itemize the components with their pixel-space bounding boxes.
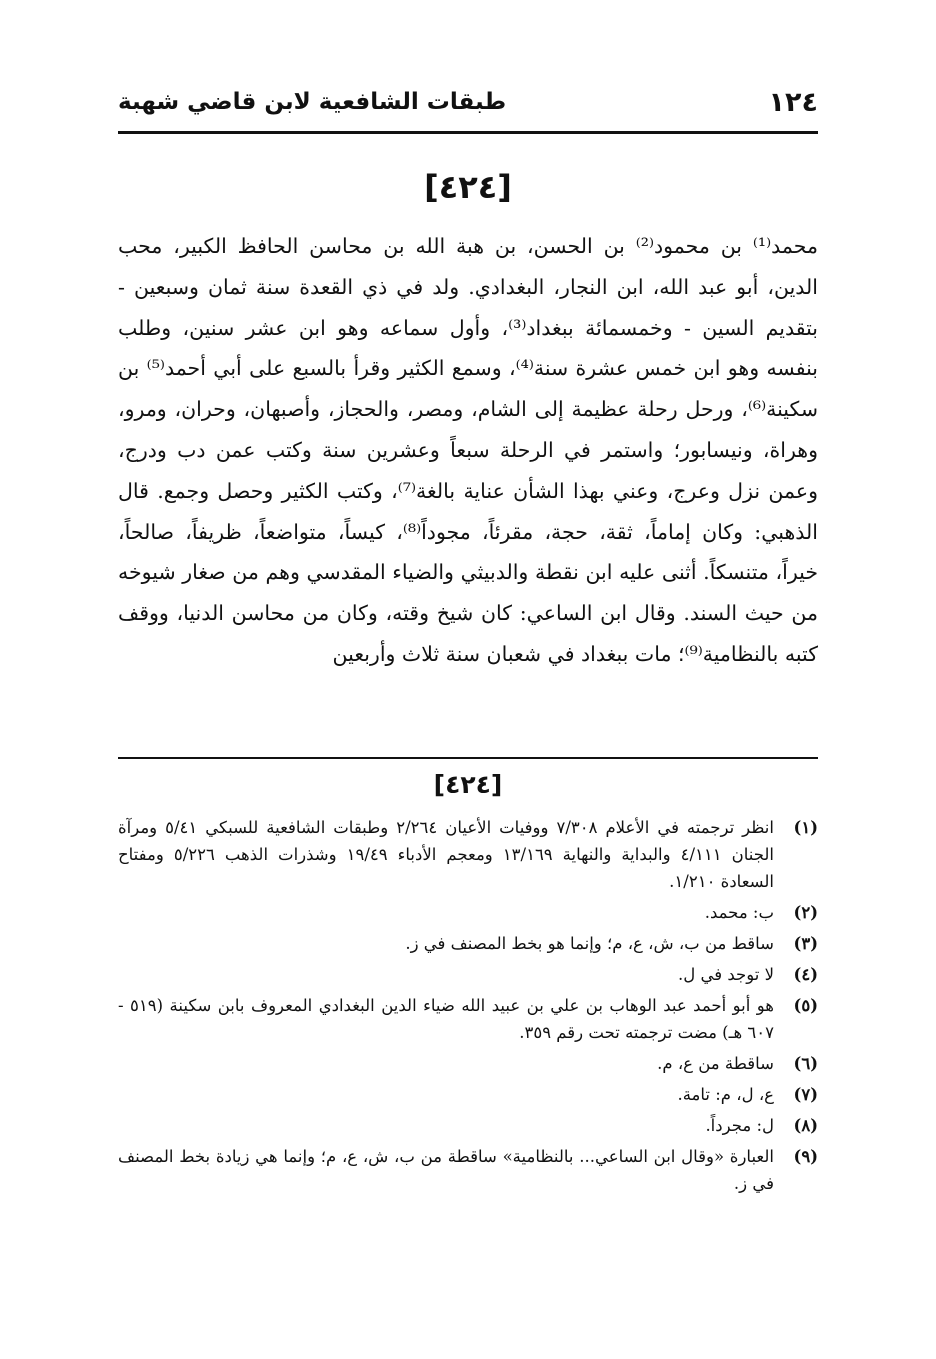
footnote (118, 814, 818, 895)
header-rule (118, 131, 818, 134)
footnote (118, 1050, 818, 1077)
footnote-text: ساقطة من ع، م. (657, 1054, 774, 1073)
footnote (118, 1112, 818, 1139)
footnote (118, 961, 818, 988)
footnote-text: هو أبو أحمد عبد الوهاب بن علي بن عبيد الله ضياء الدين البغدادي المعروف بابن سكينة (٥١٩ - ٦٠٧ هـ) مضت ترجمته تحت رقم ٣٥٩. (118, 996, 774, 1042)
footnote (118, 899, 818, 926)
footnote-number: (٨) (793, 1116, 818, 1135)
footnote-number: (٧) (793, 1085, 818, 1104)
footnote-text: العبارة «وقال ابن الساعي... بالنظامية» ساقطة من ب، ش، ع، م؛ وإنما هي زيادة بخط المصنف في ز. (118, 1147, 774, 1193)
biography-text (118, 226, 818, 675)
entry-number: [٤٢٤] (424, 168, 512, 206)
page-header (118, 82, 818, 122)
footnote-text: ساقط من ب، ش، ع، م؛ وإنما هو بخط المصنف في ز. (405, 934, 774, 953)
footnote-text: ل: مجرداً. (705, 1116, 774, 1135)
page-number: ١٢٤ (768, 86, 818, 118)
footnote (118, 930, 818, 957)
footnote-text: انظر ترجمته في الأعلام ٧/٣٠٨ ووفيات الأعيان ٢/٢٦٤ وطبقات الشافعية للسبكي ٥/٤١ ومرآة الجنان ٤/١١١ والبداية والنهاية ١٣/١٦٩ ومعجم الأدباء ١٩/٤٩ وشذرات الذهب ٥/٢٢٦ ومفتاح السعادة ١/٢١٠. (118, 818, 775, 891)
footnote-number: (٤) (793, 965, 818, 984)
footnote-text: لا توجد في ل. (678, 965, 774, 984)
footnotes-list (118, 814, 818, 1201)
footnote (118, 992, 818, 1046)
footnote (118, 1143, 818, 1197)
footnote-number: (٦) (793, 1054, 818, 1073)
footnote-heading: [٤٢٤] (433, 770, 503, 799)
footnote (118, 1081, 818, 1108)
footnote-text: ب: محمد. (704, 903, 774, 922)
footnote-number: (٢) (793, 903, 818, 922)
footnote-text: ع، ل، م: تامة. (677, 1085, 774, 1104)
footnote-number: (٩) (793, 1147, 818, 1166)
footnote-number: (١) (793, 818, 818, 837)
running-title: طبقات الشافعية لابن قاضي شهبة (118, 89, 507, 115)
footnote-number: (٣) (793, 934, 818, 953)
footnote-number: (٥) (793, 996, 818, 1015)
footnote-rule (118, 757, 818, 759)
biography-paragraph: محمد⁽¹⁾ بن محمود⁽²⁾ بن الحسن، بن هبة الله بن محاسن الحافظ الكبير، محب الدين، أبو عبد الله، ابن النجار، البغدادي. ولد في ذي القعدة سنة ثمان وسبعين - بتقديم السين - وخمسمائة ببغداد⁽³⁾، وأول سماعه وهو ابن عشر سنين، وطلب بنفسه وهو ابن خمس عشرة سنة⁽⁴⁾، وسمع الكثير وقرأ بالسبع على أبي أحمد⁽⁵⁾ بن سكينة⁽⁶⁾، ورحل رحلة عظيمة إلى الشام، ومصر، والحجاز، وأصبهان، وحران، ومرو، وهراة، ونيسابور؛ واستمر في الرحلة سبعاً وعشرين سنة وكتب عمن دب ودرج، وعمن نزل وعرج، وعني بهذا الشأن عناية بالغة⁽⁷⁾، وكتب الكثير وحصل وجمع. قال الذهبي: وكان إماماً، ثقة، حجة، مقرئاً، مجوداً⁽⁸⁾، كيساً، متواضعاً، ظريفاً، صالحاً، خيراً، متنسكاً. أثنى عليه ابن نقطة والدبيثي والضياء المقدسي وهم من صغار شيوخه من حيث السند. وقال ابن الساعي: كان شيخ وقته، وكان من محاسن الدنيا، ووقف كتبه بالنظامية⁽⁹⁾؛ مات ببغداد في شعبان سنة ثلاث وأربعين (118, 234, 818, 666)
